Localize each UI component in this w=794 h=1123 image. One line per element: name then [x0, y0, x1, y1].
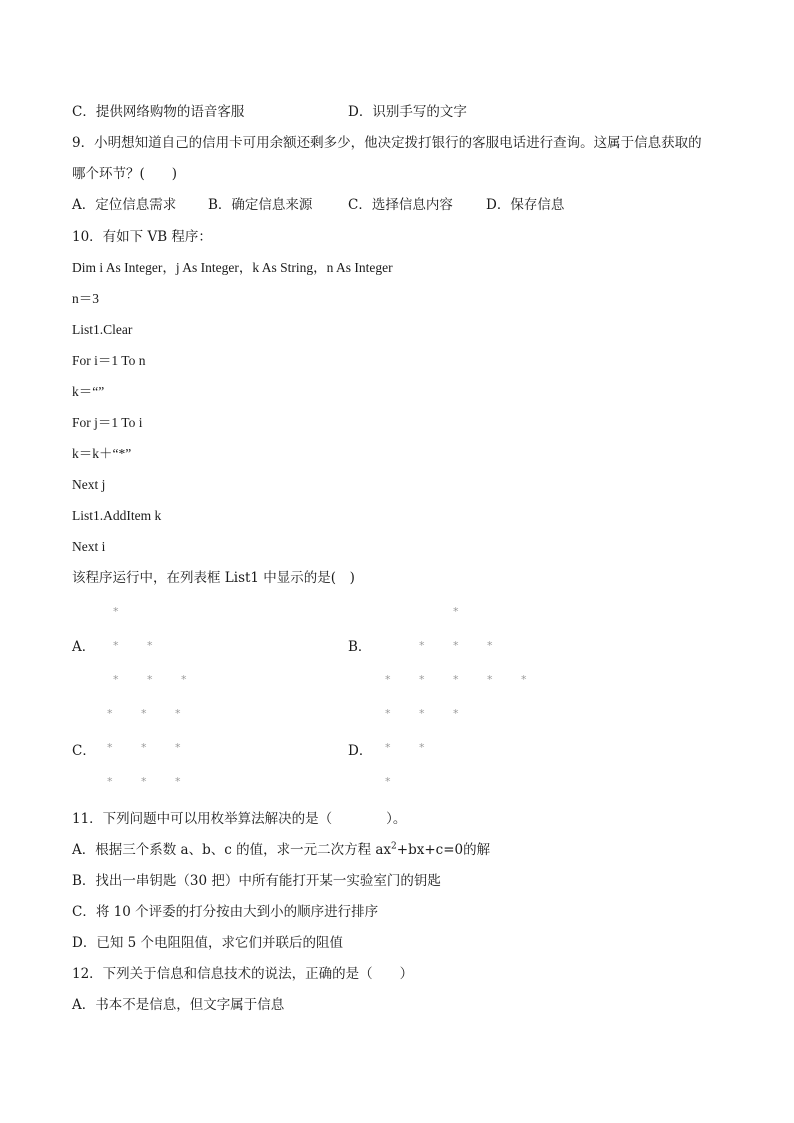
code-line: n＝3 [72, 291, 99, 306]
q11-option-a-exponent: 2 [391, 841, 397, 852]
option-c-star: * [141, 775, 147, 788]
option-d-star: * [419, 707, 425, 720]
q11-option-a-tail: +bx+c=0的解 [396, 842, 491, 858]
option-d-star: * [385, 741, 391, 754]
q10-option-d-label: D． [348, 743, 373, 759]
code-line: k＝“” [72, 384, 105, 399]
option-a-star: * [181, 673, 187, 686]
option-b-star: * [453, 673, 459, 686]
q10-stem: 10．有如下 VB 程序： [72, 229, 212, 245]
q10-option-a-label: A． [72, 639, 96, 655]
q10-question: 该程序运行中，在列表框 List1 中显示的是( ) [72, 570, 355, 586]
code-line: Dim i As Integer，j As Integer，k As String，n As Integer [72, 260, 393, 275]
option-d-star: * [385, 707, 391, 720]
option-b-star: * [385, 673, 391, 686]
option-b-star: * [453, 639, 459, 652]
code-line: List1.AddItem k [72, 508, 162, 523]
q9-option-b: B．确定信息来源 [208, 197, 313, 213]
q10-option-b-label: B． [348, 639, 372, 655]
q11-option-b: B．找出一串钥匙（30 把）中所有能打开某一实验室门的钥匙 [72, 873, 441, 889]
option-b-star: * [419, 673, 425, 686]
option-b-star: * [487, 639, 493, 652]
option-c-star: * [107, 775, 113, 788]
q11-stem: 11．下列问题中可以用枚举算法解决的是（ ）。 [72, 811, 407, 827]
q12-stem: 12．下列关于信息和信息技术的说法，正确的是（ ） [72, 966, 414, 982]
q11-option-c: C．将 10 个评委的打分按由大到小的顺序进行排序 [72, 904, 379, 920]
option-b-star: * [419, 639, 425, 652]
q9-stem-line1: 9．小明想知道自己的信用卡可用余额还剩多少，他决定拨打银行的客服电话进行查询。这属于信息获取的 [72, 135, 702, 151]
q10-option-c-label: C． [72, 743, 96, 759]
option-a-star: * [147, 639, 153, 652]
code-line: List1.Clear [72, 322, 133, 337]
option-b-star: * [521, 673, 527, 686]
option-d-star: * [453, 707, 459, 720]
q9-option-c: C．选择信息内容 [348, 197, 453, 213]
code-line: Next i [72, 539, 106, 554]
option-b-star: * [487, 673, 493, 686]
q11-option-d: D．已知 5 个电阻阻值，求它们并联后的阻值 [72, 935, 343, 951]
option-a-star: * [113, 639, 119, 652]
option-c-star: * [175, 775, 181, 788]
option-c-star: * [141, 741, 147, 754]
option-c-star: * [107, 741, 113, 754]
option-a-star: * [147, 673, 153, 686]
q9-option-d: D．保存信息 [486, 197, 565, 213]
option-c-star: * [141, 707, 147, 720]
q8-option-c: C．提供网络购物的语音客服 [72, 104, 245, 120]
option-d-star: * [385, 775, 391, 788]
q11-option-a [72, 841, 490, 859]
q12-option-a: A．书本不是信息，但文字属于信息 [72, 997, 285, 1013]
option-a-star: * [113, 605, 119, 618]
q9-option-a: A．定位信息需求 [72, 197, 177, 213]
code-line: Next j [72, 477, 106, 492]
code-line: k＝k＋“*” [72, 446, 132, 461]
q8-option-d: D．识别手写的文字 [348, 104, 467, 120]
q11-option-a-text: A．根据三个系数 a、b、c 的值，求一元二次方程 ax [72, 842, 392, 858]
code-line: For j＝1 To i [72, 415, 143, 430]
option-b-star: * [453, 605, 459, 618]
option-c-star: * [175, 741, 181, 754]
q9-stem-line2: 哪个环节？( ) [72, 166, 178, 182]
code-line: For i＝1 To n [72, 353, 146, 368]
option-c-star: * [175, 707, 181, 720]
option-d-star: * [419, 741, 425, 754]
option-a-star: * [113, 673, 119, 686]
option-c-star: * [107, 707, 113, 720]
